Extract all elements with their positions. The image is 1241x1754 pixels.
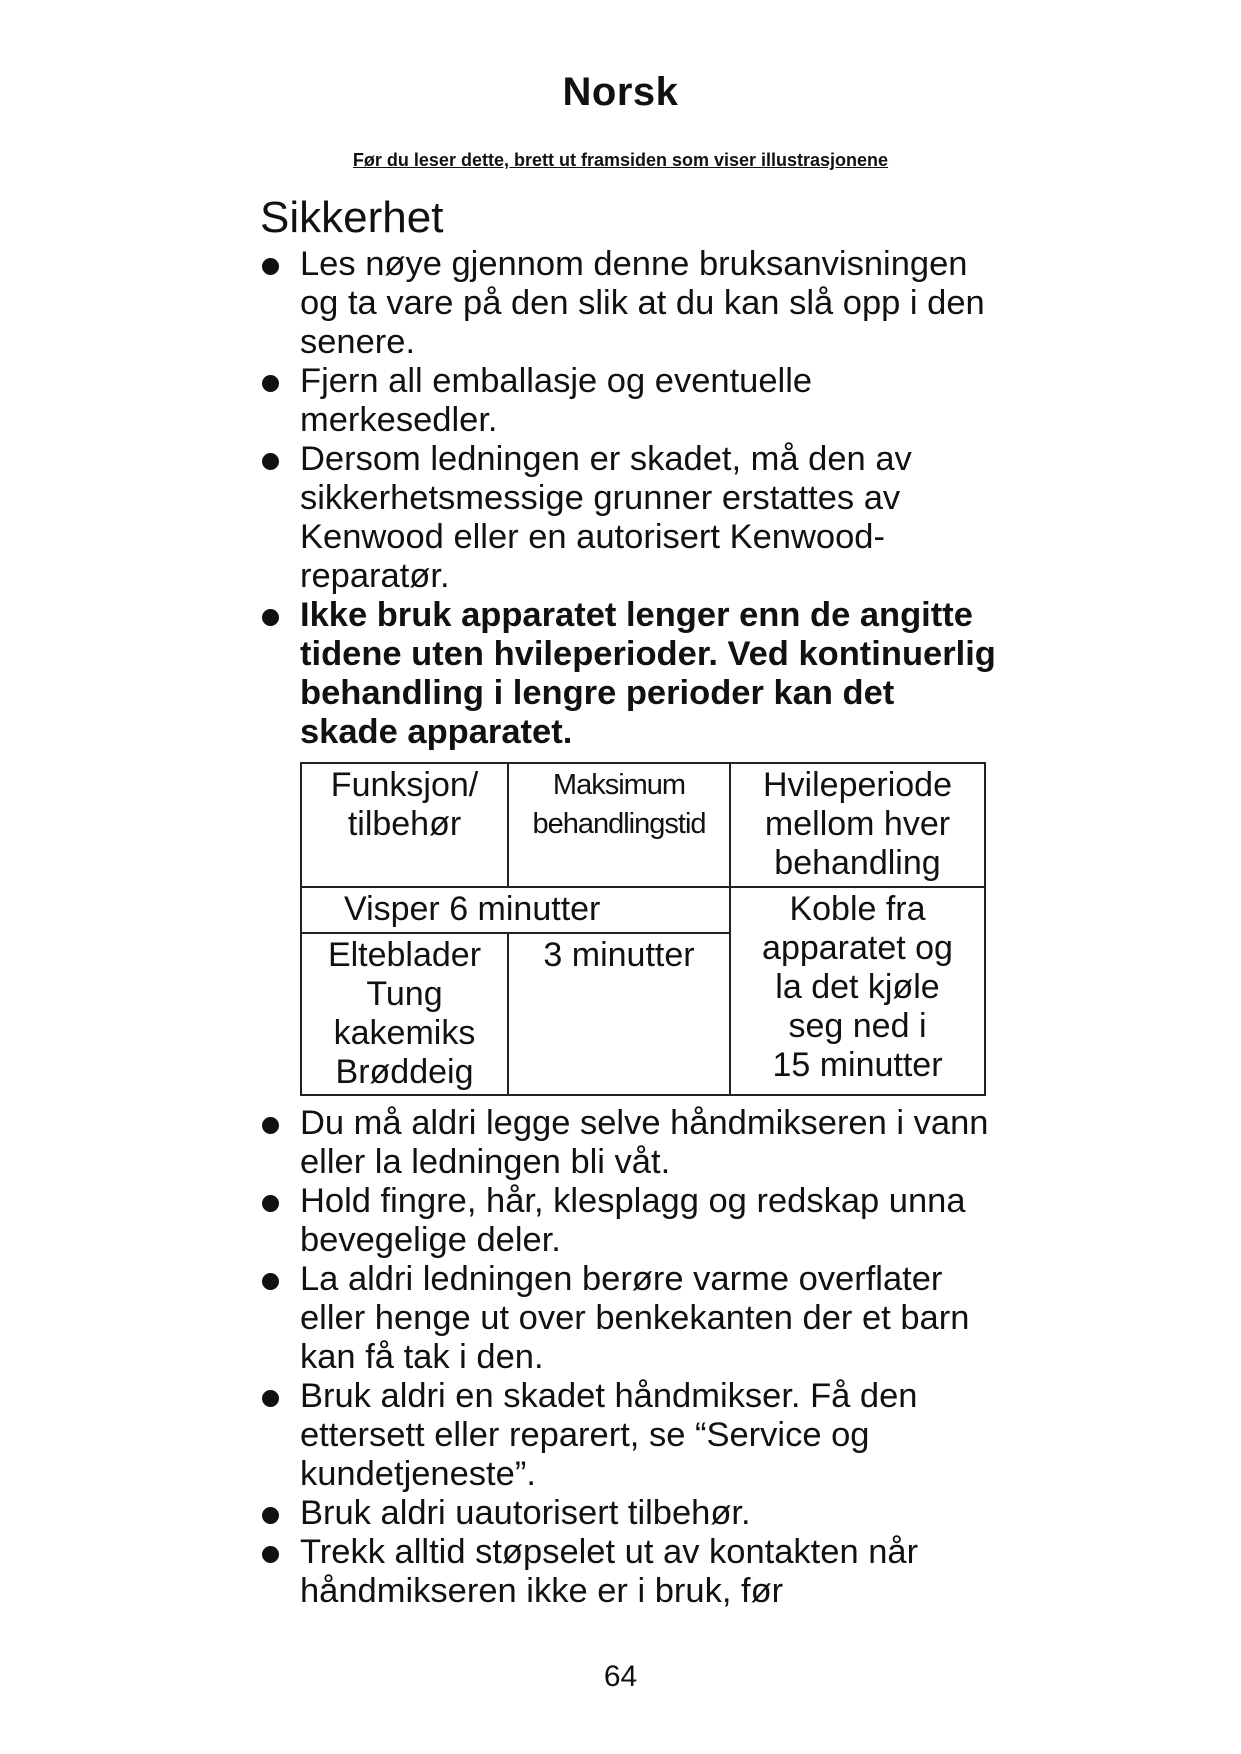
- list-item: Hold fingre, hår, klesplagg og redskap unna bevegelige deler.: [260, 1182, 1000, 1260]
- rest-line: seg ned i: [788, 1007, 927, 1045]
- list-item: Du må aldri legge selve håndmikseren i vann eller la ledningen bli våt.: [260, 1104, 1000, 1182]
- rest-line: 15 minutter: [772, 1046, 943, 1084]
- rest-line: Koble fra: [789, 890, 926, 928]
- function-line: Tung: [366, 975, 443, 1013]
- cell-time: 3 minutter: [508, 933, 730, 1095]
- page-title: Norsk: [562, 70, 679, 114]
- function-line: Brøddeig: [335, 1053, 474, 1091]
- rest-line: apparatet og: [762, 929, 953, 967]
- safety-list-top: [260, 245, 1000, 752]
- page-number: 64: [603, 1660, 638, 1693]
- rest-line: la det kjøle: [775, 968, 940, 1006]
- header-function: Funksjon/ tilbehør: [301, 763, 508, 887]
- function-line: Elteblader: [327, 936, 482, 974]
- cell-rest-instructions: [730, 887, 985, 1095]
- row-whisk: Visper 6 minutter: [301, 887, 730, 933]
- safety-list-bottom: [260, 1104, 1000, 1611]
- preface-note: Før du leser dette, brett ut framsiden som viser illustrasjonene: [352, 150, 889, 170]
- list-item: Bruk aldri uautorisert tilbehør.: [260, 1494, 1000, 1533]
- processing-time-table: [300, 762, 986, 1096]
- list-item: La aldri ledningen berøre varme overflater eller henge ut over benkekanten der et barn kan få tak i den.: [260, 1260, 1000, 1377]
- list-item-warning: Ikke bruk apparatet lenger enn de angitte tidene uten hvileperioder. Ved kontinuerlig behandling i lengre perioder kan det skade apparatet.: [260, 596, 1000, 752]
- list-item: Trekk alltid støpselet ut av kontakten når håndmikseren ikke er i bruk, før: [260, 1533, 1000, 1611]
- list-item: Fjern all emballasje og eventuelle merkesedler.: [260, 362, 1000, 440]
- list-item: Bruk aldri en skadet håndmikser. Få den ettersett eller reparert, se “Service og kundetjeneste”.: [260, 1377, 1000, 1494]
- section-heading: Sikkerhet: [260, 193, 444, 242]
- list-item: Les nøye gjennom denne bruksanvisningen og ta vare på den slik at du kan slå opp i den senere.: [260, 245, 1000, 362]
- header-rest-period: Hvileperiode mellom hver behandling: [730, 763, 985, 887]
- header-max-time: Maksimum behandlingstid: [508, 763, 730, 887]
- function-line: kakemiks: [333, 1014, 476, 1052]
- list-item: Dersom ledningen er skadet, må den av sikkerhetsmessige grunner erstattes av Kenwood eller en autorisert Kenwood-reparatør.: [260, 440, 1000, 596]
- cell-functions: [301, 933, 508, 1095]
